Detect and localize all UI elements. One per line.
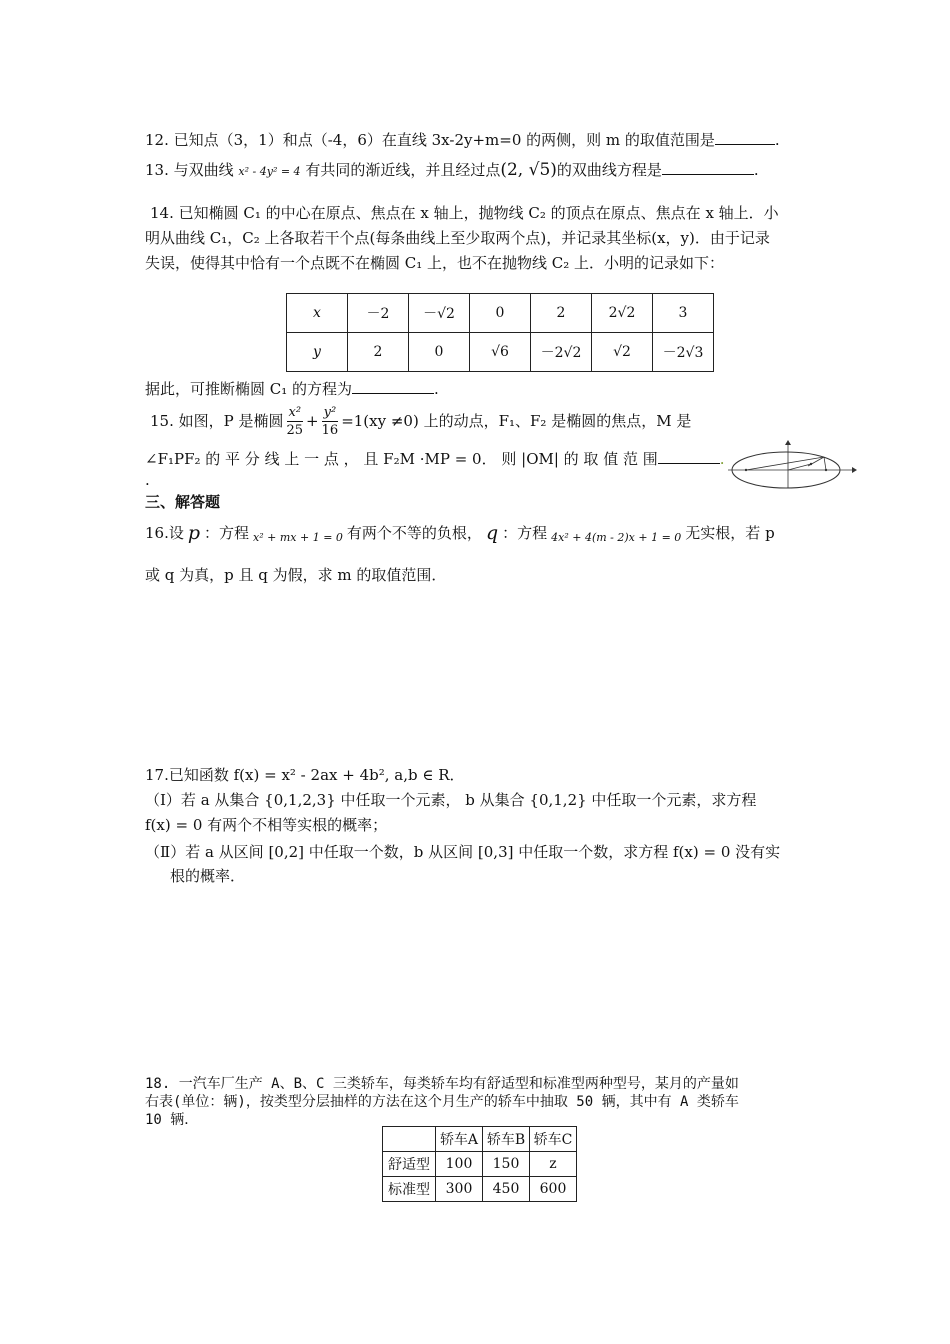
table-row xyxy=(287,333,714,372)
q17-line5: 根的概率． xyxy=(170,867,246,885)
q14-end: . xyxy=(434,380,439,398)
answer-blank xyxy=(658,447,720,464)
q15-fraction-y xyxy=(322,404,339,439)
table-cell xyxy=(383,1127,436,1152)
fraction-numerator: x² xyxy=(288,404,302,420)
q14-line3: 失误，使得其中恰有一个点既不在椭圆 C₁ 上，也不在抛物线 C₂ 上．小明的记录如下： xyxy=(145,254,725,272)
q13-tail: 的双曲线方程是 xyxy=(556,161,662,179)
q13-point: (2, √5) xyxy=(500,160,557,180)
table-cell: 标准型 xyxy=(383,1177,436,1202)
table-cell: －2√2 xyxy=(531,333,592,372)
ellipse-figure xyxy=(726,440,858,490)
q18-line1: 18. 一汽车厂生产 A、B、C 三类轿车，每类轿车均有舒适型和标准型两种型号，某月的产量如 xyxy=(145,1076,739,1092)
q13-hyperbola-eq: x² - 4y² = 4 xyxy=(238,165,301,178)
q15-line2-text: ∠F₁PF₂ 的 平 分 线 上 一 点 ， 且 F₂M ·MP = 0． 则 |OM| 的 取 值 范 围 xyxy=(145,450,658,468)
table-cell: 3 xyxy=(653,294,714,333)
answer-blank xyxy=(662,158,754,175)
q12-end: . xyxy=(774,131,780,149)
table-row xyxy=(287,294,714,333)
q15-line1a: 15. 如图，P 是椭圆 xyxy=(150,412,284,430)
table-cell: 450 xyxy=(483,1177,530,1202)
q16-lead: 16.设 xyxy=(145,524,184,542)
table-cell: z xyxy=(530,1152,577,1177)
q15-line2 xyxy=(145,447,725,469)
q14-data-table xyxy=(286,293,714,372)
table-cell: －√2 xyxy=(409,294,470,333)
plus-sign: + xyxy=(306,412,319,430)
q16-q: q xyxy=(485,522,499,544)
q16-mid: 有两个不等的负根， xyxy=(346,524,482,542)
q15-dot: . xyxy=(145,471,150,489)
table-cell: 0 xyxy=(470,294,531,333)
table-row xyxy=(383,1127,577,1152)
q16-eq1: x² + mx + 1 = 0 xyxy=(253,531,343,544)
q17-line2: （Ⅰ）若 a 从集合 {0,1,2,3} 中任取一个元素， b 从集合 {0,1,2} 中任取一个元素，求方程 xyxy=(145,791,757,809)
q17-line1: 17.已知函数 f(x) = x² - 2ax + 4b², a,b ∈ R． xyxy=(145,766,465,784)
fraction-denominator: 25 xyxy=(286,422,304,438)
q15-line1 xyxy=(150,400,691,442)
table-cell: －2√3 xyxy=(653,333,714,372)
table-cell: 300 xyxy=(436,1177,483,1202)
q18-production-table xyxy=(382,1126,577,1202)
table-cell: 2 xyxy=(348,333,409,372)
q16-line2: 或 q 为真，p 且 q 为假，求 m 的取值范围． xyxy=(145,566,447,584)
q16-p: p xyxy=(187,522,201,544)
q16-colon2: ：方程 xyxy=(502,524,548,542)
mark-dot: . xyxy=(719,450,725,468)
table-cell: －2 xyxy=(348,294,409,333)
table-cell: 轿车C xyxy=(530,1127,577,1152)
q14-after xyxy=(145,377,439,399)
q16-colon1: ：方程 xyxy=(204,524,250,542)
q15-fraction-x xyxy=(287,404,304,439)
q16-tail: 无实根，若 p xyxy=(685,524,775,542)
table-cell: √6 xyxy=(470,333,531,372)
table-cell: 600 xyxy=(530,1177,577,1202)
q12-text: 12. 已知点（3，1）和点（-4，6）在直线 3x-2y+m=0 的两侧，则 m 的取值范围是 xyxy=(145,131,715,149)
q14-line2: 明从曲线 C₁，C₂ 上各取若干个点(每条曲线上至少取两个点)，并记录其坐标(x，y)．由于记录 xyxy=(145,229,770,247)
table-cell: 2 xyxy=(531,294,592,333)
table-cell: 2√2 xyxy=(592,294,653,333)
q17-line3: f(x) = 0 有两个不相等实根的概率； xyxy=(145,816,388,834)
table-cell: √2 xyxy=(592,333,653,372)
q16-line1 xyxy=(145,518,775,548)
table-row xyxy=(383,1177,577,1202)
table-cell: 轿车B xyxy=(483,1127,530,1152)
q16-eq2: 4x² + 4(m - 2)x + 1 = 0 xyxy=(551,531,682,544)
answer-blank xyxy=(715,128,775,145)
q18-line2: 右表(单位：辆)，按类型分层抽样的方法在这个月生产的轿车中抽取 50 辆，其中有 A 类轿车 xyxy=(145,1094,739,1110)
table-cell: x xyxy=(287,294,348,333)
table-row xyxy=(383,1152,577,1177)
table-cell: y xyxy=(287,333,348,372)
question-12 xyxy=(145,128,780,150)
q14-line1: 14. 已知椭圆 C₁ 的中心在原点、焦点在 x 轴上，抛物线 C₂ 的顶点在原点、焦点在 x 轴上．小 xyxy=(150,204,779,222)
q18-line3: 10 辆． xyxy=(145,1112,199,1128)
question-13 xyxy=(145,158,759,182)
q13-mid: 有共同的渐近线，并且经过点 xyxy=(305,161,501,179)
q13-lead: 13. 与双曲线 xyxy=(145,161,234,179)
q17-line4: （Ⅱ）若 a 从区间 [0,2] 中任取一个数，b 从区间 [0,3] 中任取一个数，求方程 f(x) = 0 没有实 xyxy=(145,843,781,861)
table-cell: 轿车A xyxy=(436,1127,483,1152)
section-heading: 三、解答题 xyxy=(145,493,221,511)
table-cell: 舒适型 xyxy=(383,1152,436,1177)
q13-end: . xyxy=(753,161,759,179)
q14-after-text: 据此，可推断椭圆 C₁ 的方程为 xyxy=(145,380,353,398)
q15-line1b: =1(xy ≠0) 上的动点，F₁、F₂ 是椭圆的焦点，M 是 xyxy=(341,412,692,430)
fraction-numerator: y² xyxy=(323,404,337,420)
table-cell: 150 xyxy=(483,1152,530,1177)
table-cell: 100 xyxy=(436,1152,483,1177)
answer-blank xyxy=(352,377,434,394)
table-cell: 0 xyxy=(409,333,470,372)
fraction-denominator: 16 xyxy=(321,422,339,438)
